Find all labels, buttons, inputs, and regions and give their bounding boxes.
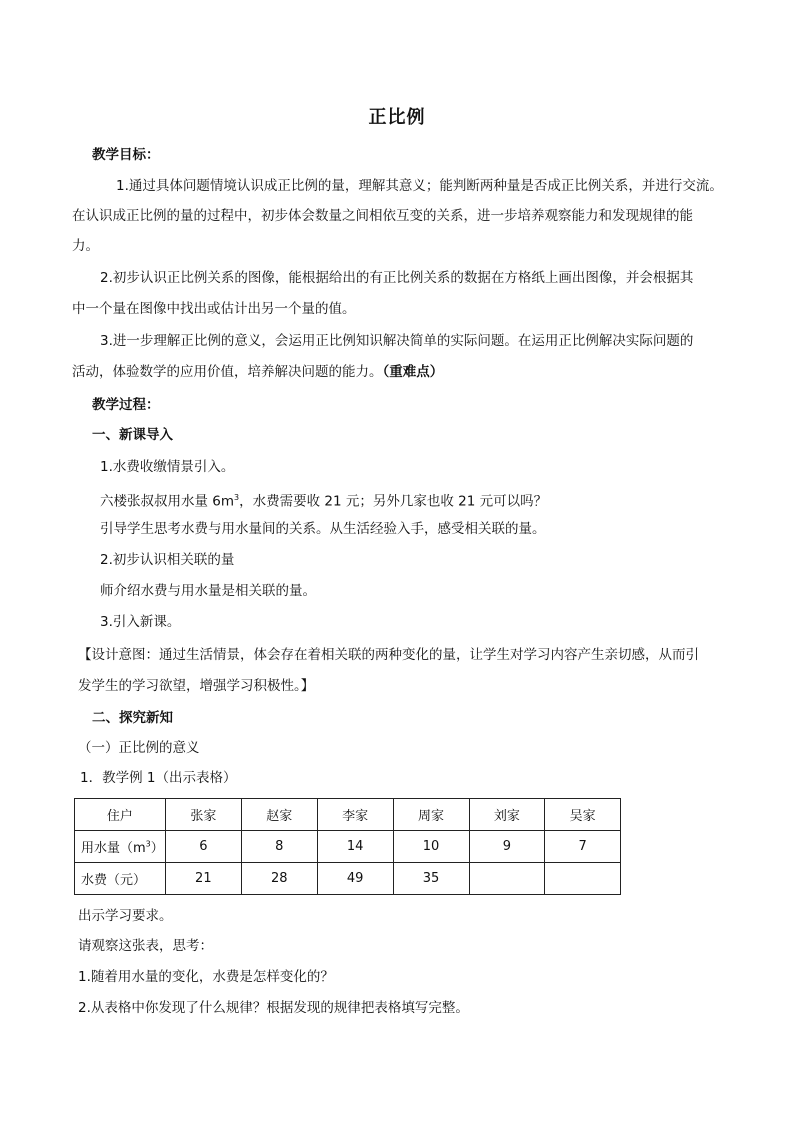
goal1-line3: 力。 [72, 238, 99, 254]
process-heading: 教学过程： [92, 397, 160, 413]
section1-item1: 1.水费收缴情景引入。 [100, 459, 235, 475]
table-cell: 6 [165, 831, 241, 863]
table-cell: 49 [317, 863, 393, 895]
goal3-line1: 3.进一步理解正比例的意义，会运用正比例知识解决简单的实际问题。在运用正比例解决实际问题的 [100, 333, 694, 349]
table-cell: 10 [393, 831, 469, 863]
table-row-water [75, 831, 621, 863]
table-header-cell: 周家 [393, 799, 469, 831]
table-cell: 28 [241, 863, 317, 895]
example1-label: 1．教学例 1（出示表格） [80, 770, 237, 786]
section1-guide: 引导学生思考水费与用水量间的关系。从生活经验入手，感受相关联的量。 [100, 521, 546, 537]
table-row-fee [75, 863, 621, 895]
table-cell: 8 [241, 831, 317, 863]
table-header-cell: 住户 [75, 799, 166, 831]
section1-item2: 2.初步认识相关联的量 [100, 552, 235, 568]
row-label-water [75, 831, 166, 863]
table-cell: 9 [469, 831, 545, 863]
question-superscript: 3 [234, 493, 240, 502]
table-cell: 21 [165, 863, 241, 895]
goal3-line2 [72, 362, 443, 382]
table-header-cell: 吴家 [545, 799, 621, 831]
observe-prompt: 请观察这张表，思考： [78, 938, 213, 954]
table-header-cell: 赵家 [241, 799, 317, 831]
section1-heading: 一、新课导入 [92, 427, 173, 443]
section2-heading: 二、探究新知 [92, 710, 173, 726]
after-table-note: 出示学习要求。 [78, 908, 173, 924]
row-label-fee: 水费（元） [75, 863, 166, 895]
document-title: 正比例 [368, 107, 426, 128]
row-label-water-sup: 3 [145, 839, 151, 849]
goal2-line2: 中一个量在图像中找出或估计出另一个量的值。 [72, 301, 356, 317]
section1-question [100, 488, 547, 512]
question-text-pre: 六楼张叔叔用水量 6m [100, 493, 235, 510]
goal3-line2-text: 活动，体验数学的应用价值，培养解决问题的能力。 [72, 364, 383, 380]
table-header-row [75, 799, 621, 831]
table-header-cell: 刘家 [469, 799, 545, 831]
goal2-line1: 2.初步认识正比例关系的图像，能根据给出的有正比例关系的数据在方格纸上画出图像，并会根据其 [100, 270, 694, 286]
row-label-water-close: ） [150, 841, 164, 856]
question-1: 1.随着用水量的变化，水费是怎样变化的？ [78, 969, 334, 985]
row-label-water-text: 用水量（m [81, 841, 146, 856]
question-2: 2.从表格中你发现了什么规律？根据发现的规律把表格填写完整。 [78, 1000, 469, 1016]
section1-teacher-note: 师介绍水费与用水量是相关联的量。 [100, 583, 316, 599]
table-cell: 35 [393, 863, 469, 895]
goal1-line2: 在认识成正比例的量的过程中，初步体会数量之间相依互变的关系，进一步培养观察能力和发现规律的能 [72, 208, 693, 224]
goal1-line1: 1.通过具体问题情境认识成正比例的量，理解其意义；能判断两种量是否成正比例关系，并进行交流。 [116, 178, 723, 194]
table-cell: 14 [317, 831, 393, 863]
table-header-cell: 张家 [165, 799, 241, 831]
question-text-post: ，水费需要收 21 元；另外几家也收 21 元可以吗？ [239, 493, 548, 510]
design-intent-line2: 发学生的学习欲望，增强学习积极性。】 [78, 678, 315, 694]
key-difficulty-label: （重难点） [382, 364, 444, 380]
table-cell-empty [469, 863, 545, 895]
subsection1-heading: （一）正比例的意义 [78, 740, 200, 756]
design-intent-line1: 【设计意图：通过生活情景，体会存在着相关联的两种变化的量，让学生对学习内容产生亲切感，从而引 [78, 647, 699, 663]
table-header-cell: 李家 [317, 799, 393, 831]
water-fee-table [74, 798, 621, 895]
table-cell: 7 [545, 831, 621, 863]
section1-item3: 3.引入新课。 [100, 614, 181, 630]
goals-heading: 教学目标： [92, 147, 160, 163]
table-cell-empty [545, 863, 621, 895]
